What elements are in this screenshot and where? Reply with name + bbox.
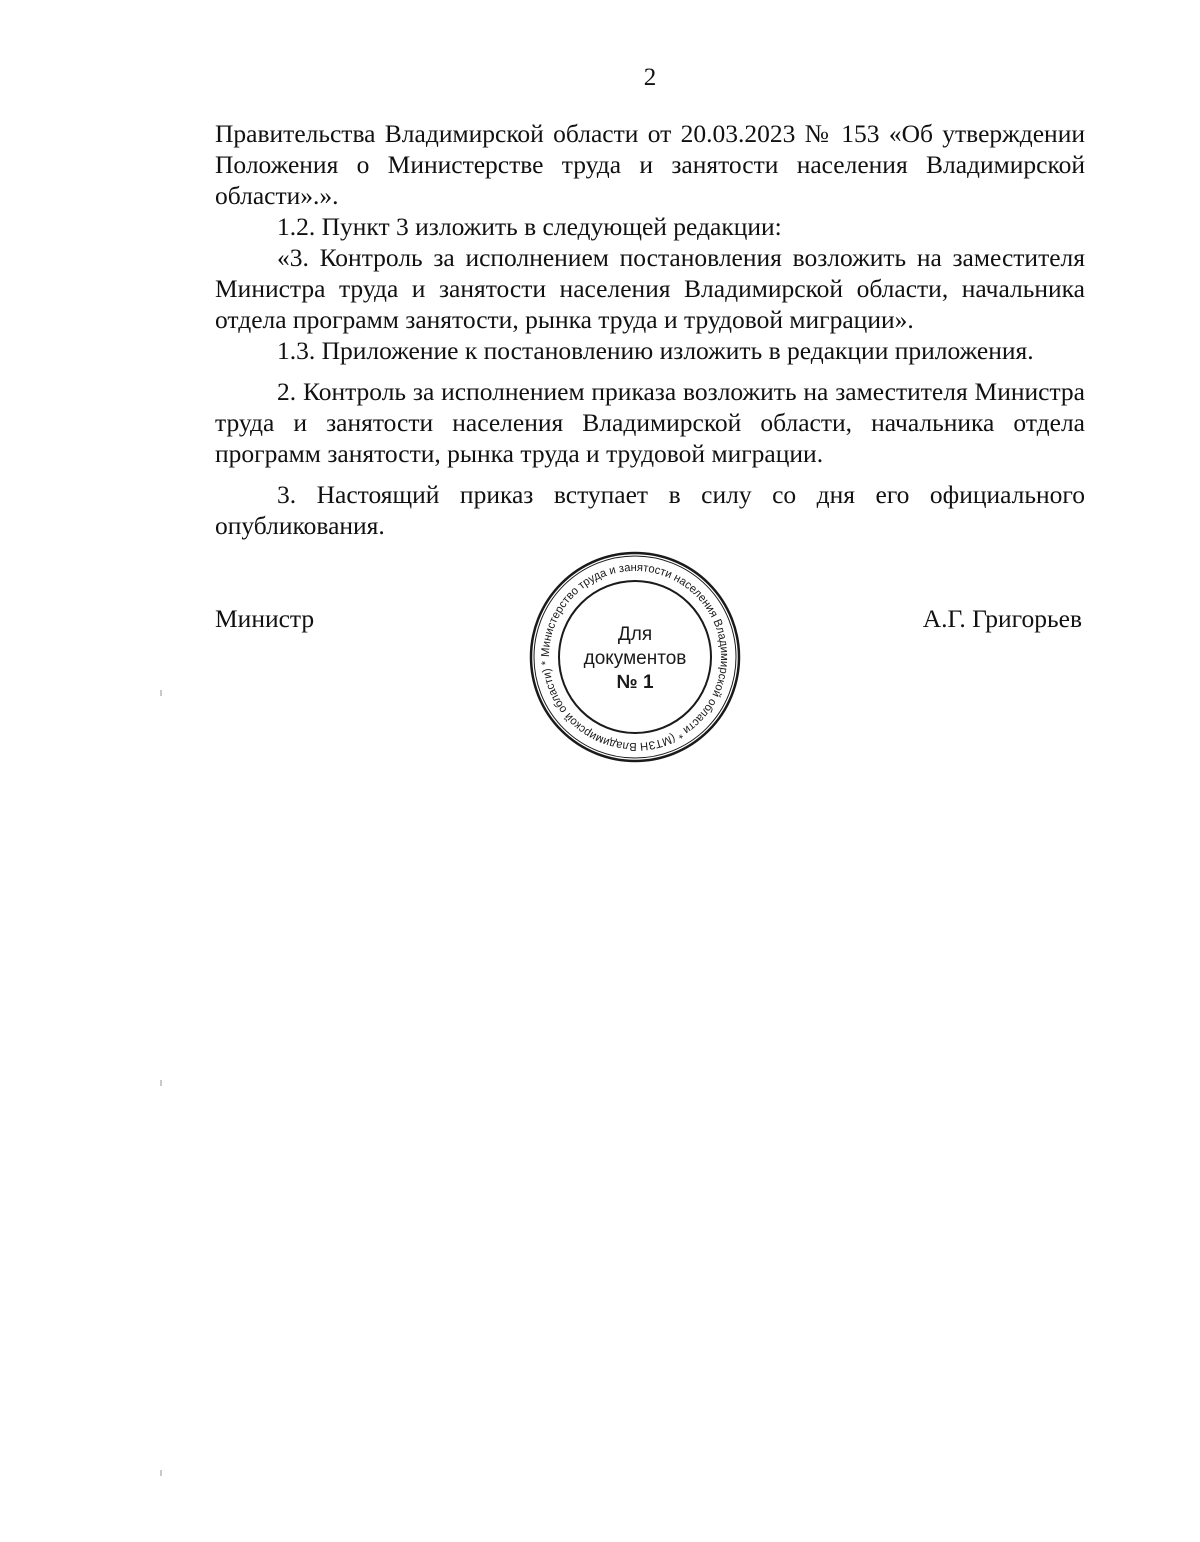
paragraph-quoted-item-3: «3. Контроль за исполнением постановления возложить на заместителя Министра труда и занятости населения Владимирской области, начальника отдела программ занятости, рынка труда и трудовой миграции». bbox=[215, 243, 1085, 334]
paragraph-1-3: 1.3. Приложение к постановлению изложить в редакции приложения. bbox=[277, 336, 1034, 365]
paragraph-2: 2. Контроль за исполнением приказа возложить на заместителя Министра труда и занятости населения Владимирской области, начальника отдела программ занятости, рынка труда и трудовой миграции. bbox=[215, 377, 1085, 468]
stamp-center-line-3: № 1 bbox=[616, 672, 654, 693]
paragraph-continuation: Правительства Владимирской области от 20.03.2023 № 153 «Об утверждении Положения о Министерстве труда и занятости населения Владимирской области».». bbox=[215, 119, 1085, 210]
stamp-center-line-1: Для bbox=[617, 624, 653, 645]
document-body bbox=[215, 118, 1085, 541]
paragraph-1-2: 1.2. Пункт 3 изложить в следующей редакции: bbox=[277, 212, 782, 241]
official-stamp bbox=[527, 549, 743, 765]
stamp-center-line-2: документов bbox=[583, 648, 687, 669]
paragraph-3: 3. Настоящий приказ вступает в силу со дня его официального опубликования. bbox=[215, 480, 1085, 540]
signatory-title: Министр bbox=[215, 604, 315, 633]
page-number: 2 bbox=[643, 64, 657, 91]
stamp-ring-text: Министерство труда и занятости населения Владимирской области * (МТЗН Владимирской области) * bbox=[539, 561, 731, 753]
scan-edge-mark bbox=[160, 1470, 162, 1476]
scan-edge-mark bbox=[160, 690, 162, 696]
signatory-name: А.Г. Григорьев bbox=[922, 604, 1082, 633]
scan-edge-mark bbox=[160, 1080, 162, 1086]
